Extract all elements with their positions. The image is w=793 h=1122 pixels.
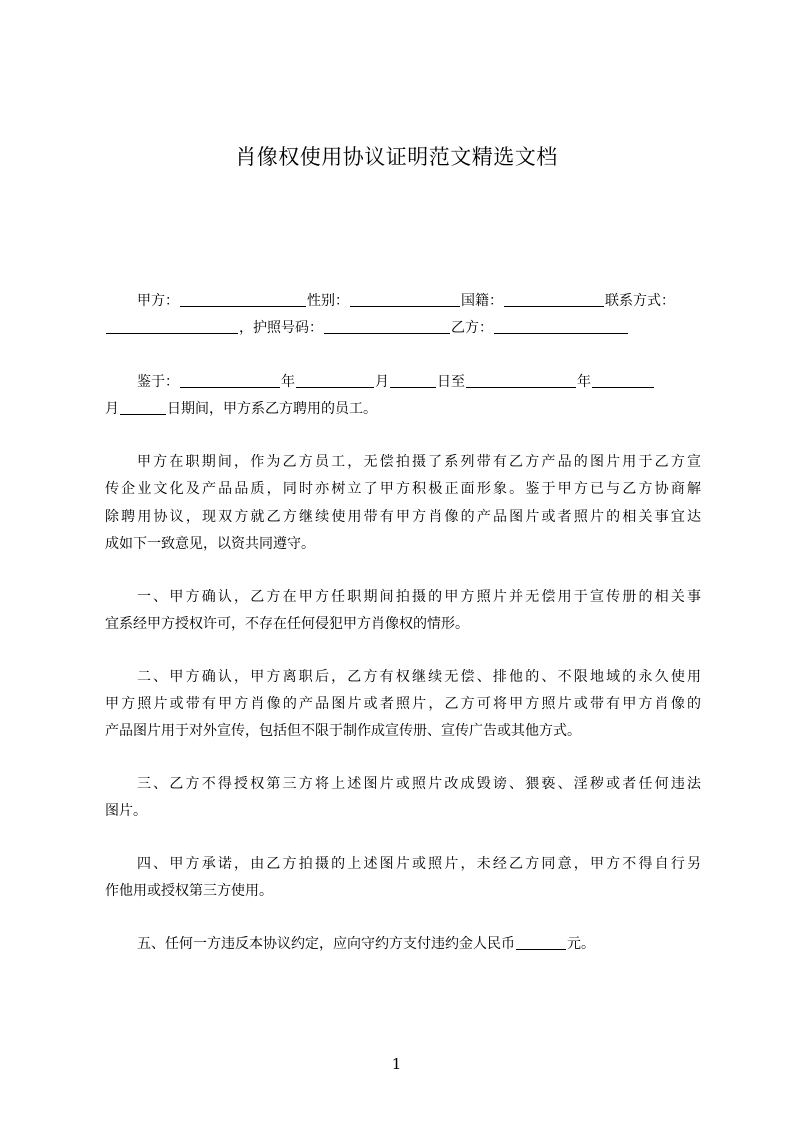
end-month-blank-start[interactable] bbox=[592, 373, 654, 388]
year-unit-2: 年 bbox=[577, 374, 591, 390]
clause-3-line-2: 图片。 bbox=[105, 803, 147, 819]
employment-period-text: 日期间，甲方系乙方聘用的员工。 bbox=[167, 401, 377, 417]
party-a-label: 甲方： bbox=[137, 293, 179, 309]
start-day-blank[interactable] bbox=[390, 373, 436, 388]
month-unit-1: 月 bbox=[375, 374, 389, 390]
clause-2-line-2: 甲方照片或带有甲方肖像的产品图片或者照片，乙方可将甲方照片或带有甲方肖像的 bbox=[105, 696, 701, 712]
clause-5-line bbox=[137, 934, 701, 954]
contact-label: 联系方式： bbox=[605, 293, 675, 309]
document-title: 肖像权使用协议证明范文精选文档 bbox=[235, 145, 558, 169]
clause-5-text: 五、任何一方违反本协议约定，应向守约方支付违约金人民币 bbox=[137, 936, 515, 952]
parties-line-1 bbox=[137, 291, 701, 311]
intro-line-3: 除聘用协议，现双方就乙方继续使用带有甲方肖像的产品图片或者照片的相关事宜达 bbox=[105, 509, 701, 525]
passport-label: 护照号码： bbox=[253, 320, 323, 336]
clause-1-line-1: 一、甲方确认，乙方在甲方任职期间拍摄的甲方照片并无偿用于宣传册的相关事 bbox=[137, 589, 701, 605]
page-number: 1 bbox=[391, 1055, 402, 1073]
end-year-blank[interactable] bbox=[466, 373, 576, 388]
nationality-blank[interactable] bbox=[504, 292, 604, 307]
gender-blank[interactable] bbox=[350, 292, 460, 307]
party-a-name-blank[interactable] bbox=[180, 292, 306, 307]
intro-line-2: 传企业文化及产品品质，同时亦树立了甲方积极正面形象。鉴于甲方已与乙方协商解 bbox=[105, 481, 701, 497]
parties-line-2 bbox=[105, 318, 701, 338]
contact-blank[interactable] bbox=[106, 319, 238, 334]
clause-2-line-1: 二、甲方确认，甲方离职后，乙方有权继续无偿、排他的、不限地域的永久使用 bbox=[137, 669, 701, 685]
start-month-blank[interactable] bbox=[296, 373, 374, 388]
end-day-blank[interactable] bbox=[120, 400, 166, 415]
nationality-label: 国籍： bbox=[461, 293, 503, 309]
clause-5-unit: 元。 bbox=[567, 936, 595, 952]
clause-1-line-2: 宜系经甲方授权许可，不存在任何侵犯甲方肖像权的情形。 bbox=[105, 616, 469, 632]
start-year-blank[interactable] bbox=[180, 373, 280, 388]
party-b-name-blank[interactable] bbox=[494, 319, 628, 334]
clause-3-line-1: 三、乙方不得授权第三方将上述图片或照片改成毁谤、猥亵、淫秽或者任何违法 bbox=[137, 776, 701, 792]
intro-line-1: 甲方在职期间，作为乙方员工，无偿拍摄了系列带有乙方产品的图片用于乙方宣 bbox=[137, 454, 701, 470]
clause-4-line-2: 作他用或授权第三方使用。 bbox=[105, 883, 273, 899]
passport-blank[interactable] bbox=[324, 319, 450, 334]
intro-line-4: 成如下一致意见，以资共同遵守。 bbox=[105, 536, 315, 552]
whereas-label: 鉴于： bbox=[137, 374, 179, 390]
clause-4-line-1: 四、甲方承诺，由乙方拍摄的上述图片或照片，未经乙方同意，甲方不得自行另 bbox=[137, 856, 701, 872]
party-b-label: 乙方： bbox=[451, 320, 493, 336]
year-unit-1: 年 bbox=[281, 374, 295, 390]
whereas-line-2 bbox=[105, 399, 701, 419]
separator-comma: ， bbox=[239, 320, 253, 336]
whereas-line-1 bbox=[137, 372, 701, 392]
clause-2-line-3: 产品图片用于对外宣传，包括但不限于制作成宣传册、宣传广告或其他方式。 bbox=[105, 723, 581, 739]
penalty-amount-blank[interactable] bbox=[516, 935, 566, 950]
gender-label: 性别： bbox=[307, 293, 349, 309]
day-to-text: 日至 bbox=[437, 374, 465, 390]
month-unit-2: 月 bbox=[105, 401, 119, 417]
